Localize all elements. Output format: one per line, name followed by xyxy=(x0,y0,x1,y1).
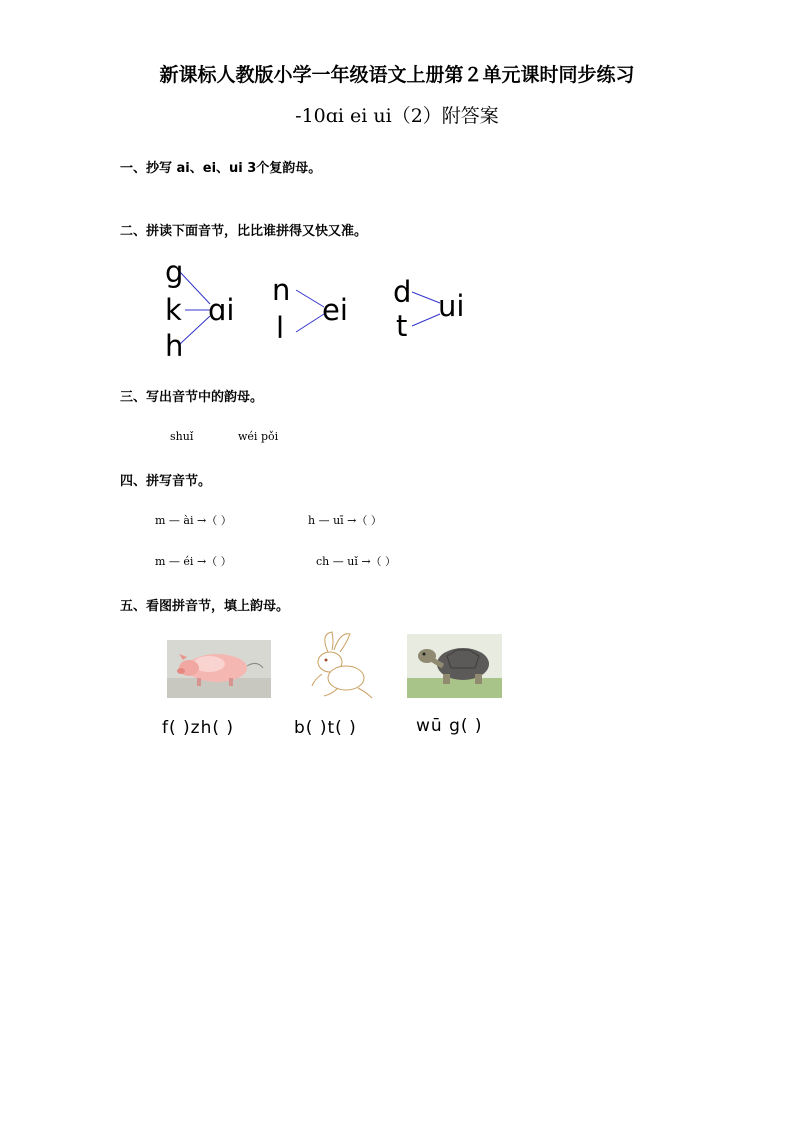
pinyin-diagram xyxy=(150,252,490,362)
spell-row-1-left: m — ài →（ ） xyxy=(155,514,232,527)
syllable-wei-poi: wéi pǒi xyxy=(238,430,279,443)
section-1-heading: 一、抄写 ai、ei、ui 3个复韵母。 xyxy=(120,161,322,176)
document-title: 新课标人教版小学一年级语文上册第２单元课时同步练习 xyxy=(159,64,635,86)
document-subtitle: -10ɑi ei ui（2）附答案 xyxy=(295,105,499,127)
initial-l: l xyxy=(276,311,285,345)
spell-row-2-right: ch — uǐ →（ ） xyxy=(316,555,397,568)
section-5-heading: 五、看图拼音节，填上韵母。 xyxy=(120,599,290,614)
syllable-shui: shuǐ xyxy=(170,430,194,443)
initial-g: g xyxy=(165,255,184,289)
final-ei: ei xyxy=(322,293,348,327)
rabbit-image xyxy=(298,628,378,700)
spell-row-2-left: m — éi →（ ） xyxy=(155,555,232,568)
caption-pig: f( )zh( ) xyxy=(162,718,235,738)
caption-turtle: wū g( ) xyxy=(416,716,483,736)
initial-n: n xyxy=(272,273,291,307)
caption-rabbit: b( )t( ) xyxy=(294,718,357,738)
pig-image xyxy=(167,640,271,698)
initial-t: t xyxy=(396,309,408,343)
initial-k: k xyxy=(165,293,182,327)
final-ai: ɑi xyxy=(208,293,235,327)
section-2-heading: 二、拼读下面音节，比比谁拼得又快又准。 xyxy=(120,224,368,239)
turtle-image xyxy=(407,634,502,698)
section-4-heading: 四、拼写音节。 xyxy=(120,474,212,489)
initial-d: d xyxy=(393,275,412,309)
initial-h: h xyxy=(165,329,184,363)
spell-row-1-right: h — uī →（ ） xyxy=(308,514,382,527)
section-3-heading: 三、写出音节中的韵母。 xyxy=(120,390,264,405)
final-ui: ui xyxy=(438,289,465,323)
